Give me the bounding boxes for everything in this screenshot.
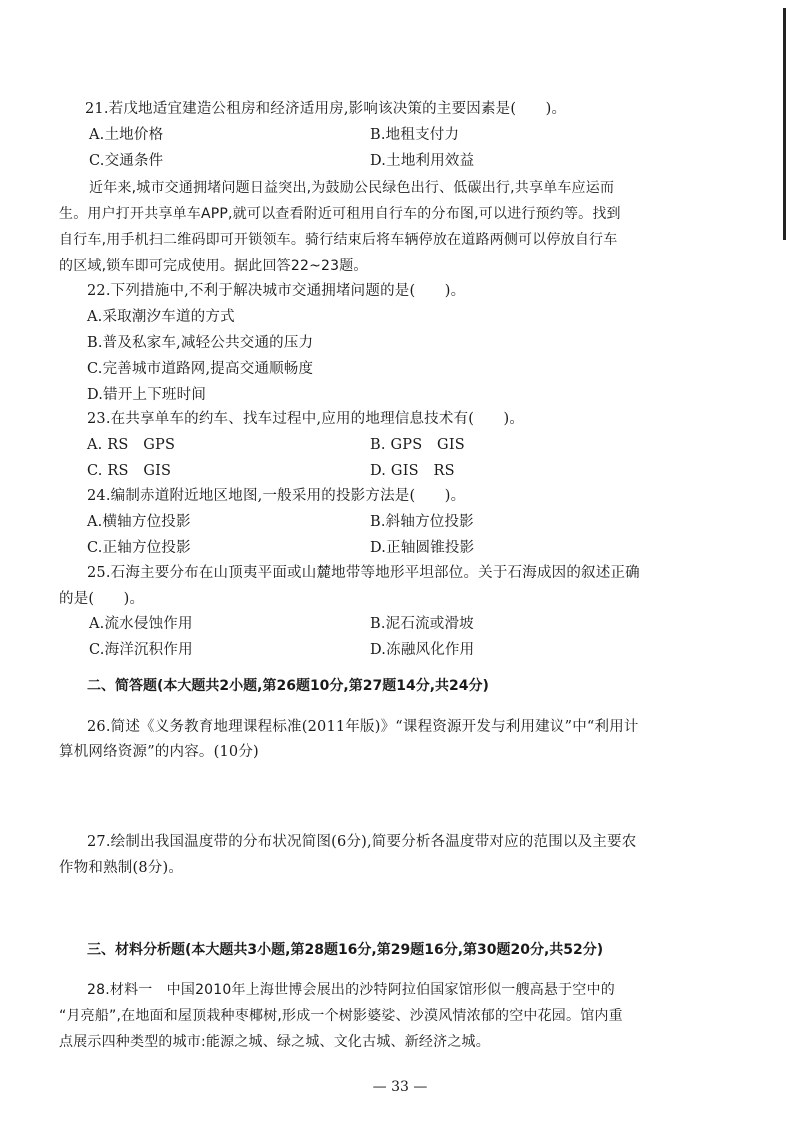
page-edge-bar bbox=[783, 8, 786, 240]
passage-line-2: 生。用户打开共享单车APP,就可以查看附近可租用自行车的分布图,可以进行预约等。找到 bbox=[59, 206, 621, 222]
q21-option-d: D.土地利用效益 bbox=[370, 153, 475, 169]
q26-line-2: 算机网络资源”的内容。(10分) bbox=[59, 744, 259, 760]
q24-option-a: A.横轴方位投影 bbox=[87, 514, 191, 530]
page-number: — 33 — bbox=[372, 1079, 428, 1095]
q23-option-a: A. RS GPS bbox=[87, 437, 176, 453]
q24-option-d: D.正轴圆锥投影 bbox=[370, 540, 475, 556]
q23-option-b: B. GPS GIS bbox=[370, 437, 465, 453]
q21-stem: 21.若戊地适宜建造公租房和经济适用房,影响该决策的主要因素是( )。 bbox=[85, 101, 567, 117]
q21-option-a: A.土地价格 bbox=[89, 127, 164, 143]
q22-option-d: D.错开上下班时间 bbox=[87, 387, 207, 403]
q28-line-3: 点展示四种类型的城市:能源之城、绿之城、文化古城、新经济之城。 bbox=[59, 1034, 490, 1050]
q25-option-d: D.冻融风化作用 bbox=[370, 642, 475, 658]
q25-option-b: B.泥石流或滑坡 bbox=[370, 616, 474, 632]
q24-option-c: C.正轴方位投影 bbox=[87, 540, 191, 556]
q22-option-c: C.完善城市道路网,提高交通顺畅度 bbox=[87, 361, 314, 377]
q21-option-c: C.交通条件 bbox=[89, 153, 164, 169]
section-3-title: 三、材料分析题(本大题共3小题,第28题16分,第29题16分,第30题20分,共52分) bbox=[87, 942, 604, 958]
q25-stem-line-2: 的是( )。 bbox=[59, 591, 145, 607]
passage-line-4: 的区域,锁车即可完成使用。据此回答22~23题。 bbox=[59, 258, 368, 274]
q23-option-d: D. GIS RS bbox=[370, 463, 455, 479]
passage-line-3: 自行车,用手机扫二维码即可开锁领车。骑行结束后将车辆停放在道路两侧可以停放自行车 bbox=[59, 232, 618, 248]
q27-line-2: 作物和熟制(8分)。 bbox=[59, 860, 184, 876]
q23-option-c: C. RS GIS bbox=[87, 463, 172, 479]
q24-stem: 24.编制赤道附近地区地图,一般采用的投影方法是( )。 bbox=[87, 488, 466, 504]
q25-stem-line-1: 25.石海主要分布在山顶夷平面或山麓地带等地形平坦部位。关于石海成因的叙述正确 bbox=[87, 565, 640, 581]
q28-line-1: 28.材料一 中国2010年上海世博会展出的沙特阿拉伯国家馆形似一艘高悬于空中的 bbox=[87, 982, 615, 998]
q22-option-a: A.采取潮汐车道的方式 bbox=[87, 309, 235, 325]
q22-stem: 22.下列措施中,不利于解决城市交通拥堵问题的是( )。 bbox=[87, 283, 466, 299]
q21-option-b: B.地租支付力 bbox=[370, 127, 460, 143]
section-2-title: 二、简答题(本大题共2小题,第26题10分,第27题14分,共24分) bbox=[87, 678, 489, 694]
q26-line-1: 26.简述《义务教育地理课程标准(2011年版)》“课程资源开发与利用建议”中“利用计 bbox=[87, 719, 639, 735]
q25-option-c: C.海洋沉积作用 bbox=[89, 642, 193, 658]
q27-line-1: 27.绘制出我国温度带的分布状况简图(6分),简要分析各温度带对应的范围以及主要农 bbox=[87, 834, 637, 850]
q28-line-2: “月亮船”,在地面和屋顶栽种枣椰树,形成一个树影婆娑、沙漠风情浓郁的空中花园。馆内重 bbox=[59, 1008, 623, 1024]
q25-option-a: A.流水侵蚀作用 bbox=[89, 616, 193, 632]
q24-option-b: B.斜轴方位投影 bbox=[370, 514, 474, 530]
passage-line-1: 近年来,城市交通拥堵问题日益突出,为鼓励公民绿色出行、低碳出行,共享单车应运而 bbox=[89, 180, 615, 196]
q23-stem: 23.在共享单车的约车、找车过程中,应用的地理信息技术有( )。 bbox=[87, 411, 525, 427]
q22-option-b: B.普及私家车,减轻公共交通的压力 bbox=[87, 335, 314, 351]
